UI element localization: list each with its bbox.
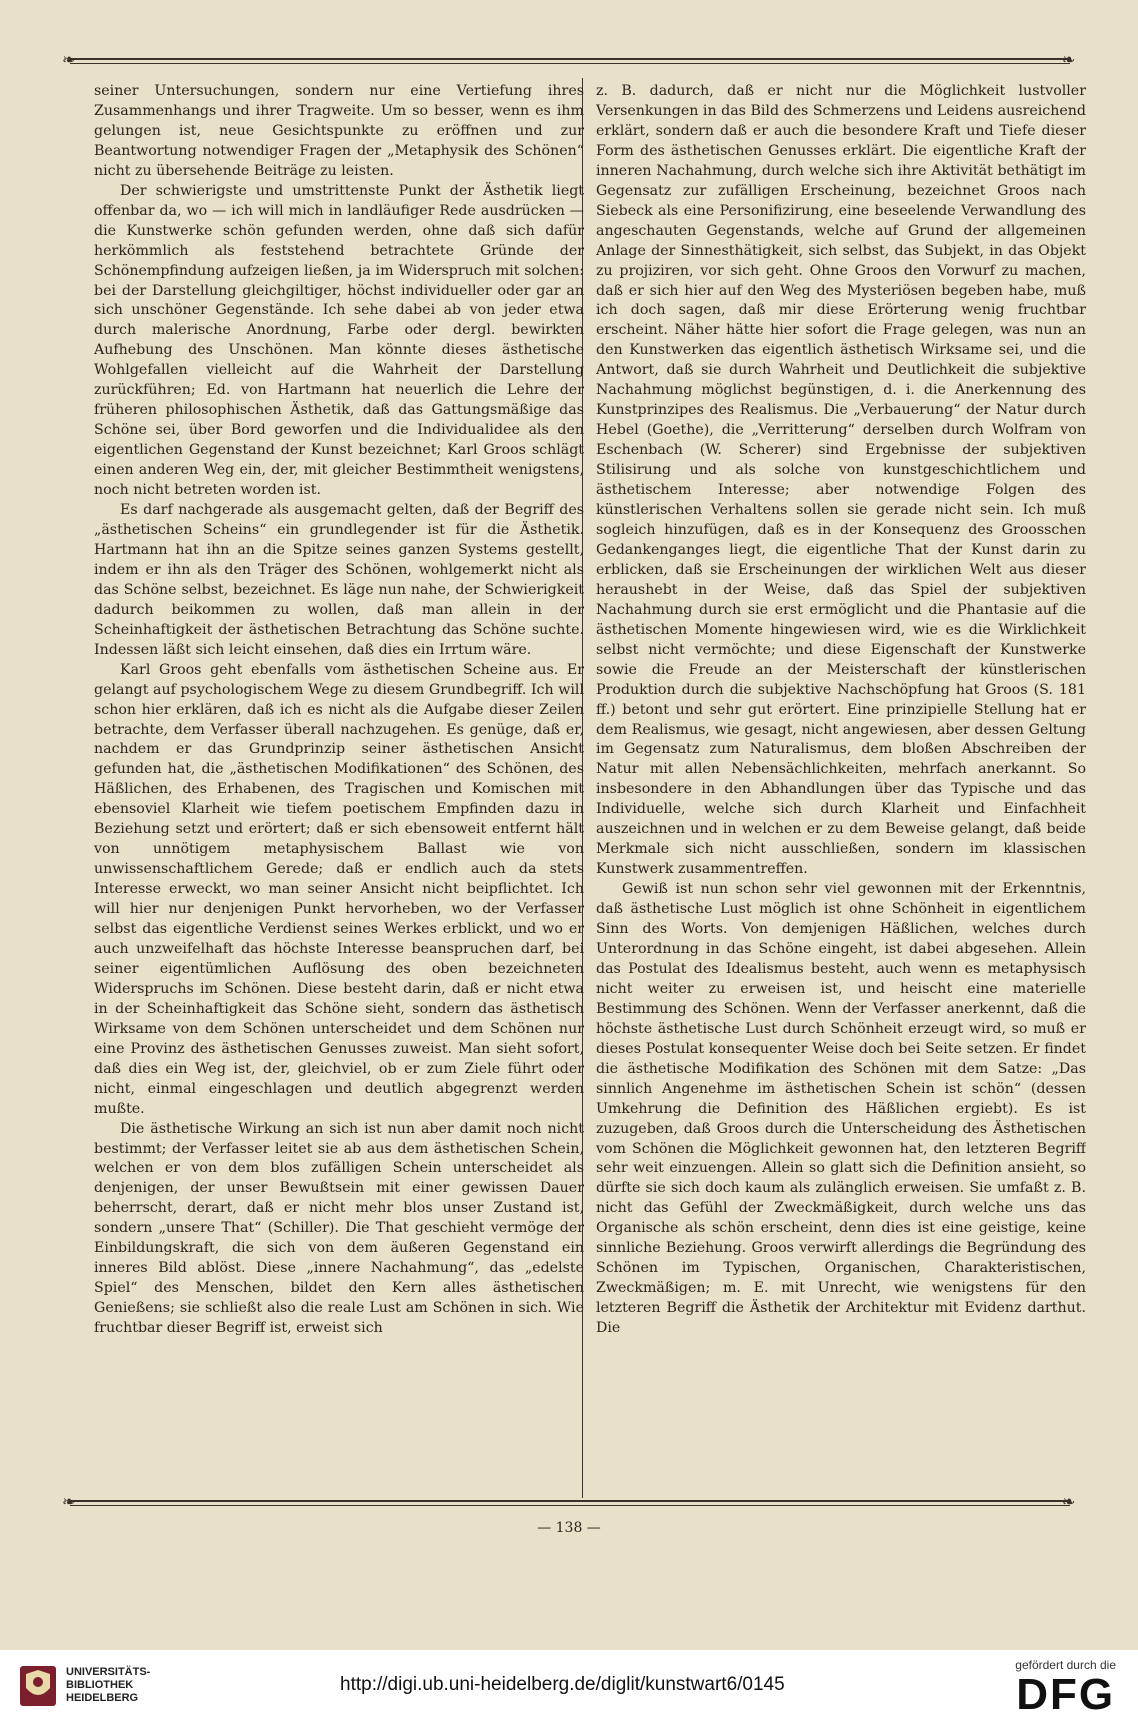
dfg-logo: DFG xyxy=(1016,1670,1116,1719)
right-column xyxy=(596,82,1086,1492)
top-rule-thin xyxy=(70,63,1070,64)
bottom-rule-thin xyxy=(70,1505,1070,1506)
university-name-line-2: BIBLIOTHEK xyxy=(66,1679,134,1691)
ornament-bottom-right-icon: ❧ xyxy=(1062,1492,1076,1511)
sponsor-text: gefördert durch die xyxy=(1015,1658,1116,1672)
sponsor-block xyxy=(1015,1658,1116,1718)
ornament-bottom-left-icon: ❧ xyxy=(62,1492,76,1511)
paragraph: seiner Untersuchungen, sondern nur eine Vertiefung ihres Zusammenhangs und ihrer Tragweite. Um so besser, wenn es ihm gelungen ist, neue Gesichtspunkte zu eröffnen und zur Beantwortung notwendiger Fragen der „Metaphysik des Schönen“ nicht zu übersehende Beiträge zu leisten. xyxy=(94,83,584,179)
ornament-top-right-icon: ❧ xyxy=(1062,50,1076,69)
paragraph: Gewiß ist nun schon sehr viel gewonnen mit der Erkenntnis, daß ästhetische Lust möglich ist ohne Schönheit in eigentlichem Sinn des Worts. Von demjenigen Häßlichen, welches durch Unterordnung in das Schöne eingeht, ist dabei abgesehen. Allein das Postulat des Idealismus besteht, auch wenn es metaphysisch nicht weiter zu erweisen ist, und heischt eine materielle Bestimmung des Schönen. Wenn der Verfasser anerkennt, daß die höchste ästhetische Lust durch Schönheit erzeugt wird, so muß er dieses Postulat konsequenter Weise doch bei Seite setzen. Er findet die ästhetische Modifikation des Schönen mit dem Satze: „Das sinnlich Angenehme im ästhetischen Schein ist schön“ (dessen Umkehrung die Definition des Häßlichen ergiebt). Es ist zuzugeben, daß Groos durch die Unterscheidung des Ästhetischen vom Schönen die Möglichkeit gewonnen hat, den letzteren Begriff sehr weit einzuengen. Allein so glatt sich die Definition ansieht, so dürfte sie sich doch kaum als zulänglich erweisen. Sie umfaßt z. B. nicht das Gefühl der Zweckmäßigkeit, durch welche uns das Organische als schön erscheint, denn dies ist eine geistige, keine sinnliche Beziehung. Groos verwirft allerdings die Begründung des Schönen im Typischen, Organischen, Charakteristischen, Zweckmäßigen; m. E. mit Unrecht, wie wenigstens für den letzteren Begriff die Ästhetik der Architektur mit Evidenz darthut. Die xyxy=(596,881,1086,1337)
page-number: — 138 — xyxy=(537,1520,601,1536)
paragraph: Der schwierigste und umstrittenste Punkt der Ästhetik liegt offenbar da, wo — ich will mich in landläufiger Rede ausdrücken — die Kunstwerke schön gefunden werden, ohne daß sich dafür herkömmlich als feststehend betrachtete Gründe der Schönempfindung aufzeigen ließen, ja im Widerspruch mit solchen: bei der Darstellung gleichgiltiger, höchst individueller oder gar an sich unschöner Gegenstände. Ich sehe dabei ab von jeder etwa durch malerische Anordnung, Farbe oder dergl. bewirkten Aufhebung des Unschönen. Man könnte dieses ästhetische Wohlgefallen vielleicht auf die Wahrheit der Darstellung zurückführen; Ed. von Hartmann hat neuerlich die Lehre der früheren philosophischen Ästhetik, daß das Gattungsmäßige das Schöne sei, über Bord geworfen und die Individualidee als den eigentlichen Gegenstand der Kunst bezeichnet; Karl Groos schlägt einen anderen Weg ein, der, mit gleicher Bestimmtheit wenigstens, noch nicht betreten worden ist. xyxy=(94,182,584,499)
ornament-top-left-icon: ❧ xyxy=(62,50,76,69)
bottom-rule xyxy=(70,1500,1070,1502)
left-column xyxy=(94,82,584,1492)
university-name xyxy=(66,1666,150,1705)
viewer-footer xyxy=(0,1650,1138,1732)
paragraph: Karl Groos geht ebenfalls vom ästhetischen Scheine aus. Er gelangt auf psychologischem Wege zu diesem Grundbegriff. Ich will schon hier erklären, daß ich es nicht als die Aufgabe dieser Zeilen betrachte, dem Verfasser überall nachzugehen. Es genüge, daß er, nachdem er das Grundprinzip seiner ästhetischen Ansicht gefunden hat, die „ästhetischen Modifikationen“ des Schönen, des Häßlichen, des Erhabenen, des Tragischen und Komischen mit ebensoviel Klarheit wie tiefem poetischem Empfinden dazu in Beziehung setzt und erörtert; daß er sich ebensoweit entfernt hält von unnötigem metaphysischem Ballast wie von unwissenschaftlichem Gerede; daß er endlich auch da stets Interesse erweckt, wo man seiner Ansicht nicht beipflichtet. Ich will hier nur denjenigen Punkt hervorheben, wo der Verfasser selbst das eigentliche Verdienst seines Werkes erblickt, und wo er auch unzweifelhaft das höchste Interesse beanspruchen darf, bei seiner eigentümlichen Auflösung des oben bezeichneten Widerspruchs im Schönen. Diese besteht darin, daß er nicht etwa in der Scheinhaftigkeit das Schöne sieht, sondern das ästhetisch Wirksame von dem Schönen unterscheidet und dem Schönen nur eine Provinz des ästhetischen Genusses zuweist. Man sieht sofort, daß dies ein Weg ist, der, gleichviel, ob er zum Ziele führt oder nicht, einmal eingeschlagen und deutlich abgegrenzt werden mußte. xyxy=(94,661,584,1117)
top-rule xyxy=(70,58,1070,60)
paragraph: Es darf nachgerade als ausgemacht gelten, daß der Begriff des „ästhetischen Scheins“ ein grundlegender ist für die Ästhetik. Hartmann hat ihn an die Spitze seines ganzen Systems gestellt, indem er ihn als den Träger des Schönen, wohlgemerkt nicht als das Schöne selbst, bezeichnet. Es läge nun nahe, der Schwierigkeit dadurch beikommen zu wollen, daß man allein in der Scheinhaftigkeit der ästhetischen Betrachtung das Schöne suchte. Indessen läßt sich leicht einsehen, daß dies ein Irrtum wäre. xyxy=(94,502,584,658)
university-name-line-3: HEIDELBERG xyxy=(66,1692,139,1704)
paragraph: z. B. dadurch, daß er nicht nur die Möglichkeit lustvoller Versenkungen in das Bild des Schmerzens und Leidens ausreichend erklärt, sondern daß er auch die besondere Kraft und Tiefe dieser Form des ästhetischen Genusses erklärt. Die eigentliche Kraft der inneren Nachahmung, durch welche sich ihre Aktivität bethätigt im Gegensatz zur zufälligen Erscheinung, bezeichnet Groos nach Siebeck als eine Personifizirung, eine beseelende Verwandlung des angeschauten Gegenstands, welche auf Grund der allgemeinen Anlage der Sinnesthätigkeit, sich selbst, das Subjekt, in das Objekt zu projiziren, vor sich geht. Ohne Groos den Vorwurf zu machen, daß er sich hier auf den Weg des Mysteriösen begeben habe, muß ich doch sagen, daß mir diese Erörterung wenig fruchtbar erscheint. Näher hätte hier sofort die Frage gelegen, was nun an den Kunstwerken das eigentlich ästhetisch Wirksame sei, und die Antwort, daß sie durch Wahrheit und Deutlichkeit die subjektive Nachahmung möglichst begünstigen, d. i. die Anerkennung des Kunstprinzipes des Realismus. Die „Verbauerung“ der Natur durch Hebel (Goethe), die „Verritterung“ derselben durch Wolfram von Eschenbach (W. Scherer) sind Ergebnisse der subjektiven Stilisirung und als solche von kunstgeschichtlichem und ästhetischem Interesse; aber notwendige Folgen des künstlerischen Verhaltens sollen sie gerade nicht sein. Ich muß sogleich hinzufügen, daß es in der Konsequenz des Groosschen Gedankenganges liegt, die eigentliche That der Kunst darin zu erblicken, daß sie Erscheinungen der wirklichen Welt aus dieser heraushebt in der Weise, daß das Spiel der subjektiven Nachahmung durch sie erst ermöglicht und die Phantasie auf die ästhetischen Momente hingewiesen wird, wie es die Wirklichkeit selbst nicht vermöchte; und diese Eigenschaft der Kunstwerke sowie die Freude an der Meisterschaft der künstlerischen Produktion durch die subjektive Nachschöpfung hat Groos (S. 181 ff.) betont und sehr gut erörtert. Eine prinzipielle Stellung hat er dem Realismus, wie gesagt, nicht angewiesen, aber dessen Geltung im Gegensatz zum Naturalismus, dem bloßen Abschreiben der Natur mit allen Nebensächlichkeiten, mehrfach anerkannt. So insbesondere in den Abhandlungen über das Typische und das Individuelle, welche sich durch Klarheit und Einfachheit auszeichnen und in welchen er zu dem Beweise gelangt, daß beide Merkmale sich nicht ausschließen, sondern im klassischen Kunstwerk zusammentreffen. xyxy=(596,83,1086,878)
university-seal-icon xyxy=(18,1664,58,1708)
university-name-line-1: UNIVERSITÄTS- xyxy=(66,1666,151,1678)
paragraph: Die ästhetische Wirkung an sich ist nun aber damit noch nicht bestimmt; der Verfasser leitet sie ab aus dem ästhetischen Schein, welchen er von dem blos zufälligen Schein unterscheidet als denjenigen, der unser Bewußtsein mit einer gewissen Dauer beherrscht, derart, daß er nicht mehr blos unser Zustand ist, sondern „unsere That“ (Schiller). Die That geschieht vermöge der Einbildungskraft, die sich von dem äußeren Gegenstand ein inneres Bild ablöst. Diese „innere Nachahmung“, das „edelste Spiel“ des Menschen, bildet den Kern alles ästhetischen Genießens; sie schließt also die reale Lust am Schönen in sich. Wie fruchtbar dieser Begriff ist, erweist sich xyxy=(94,1120,584,1337)
permalink-url[interactable]: http://digi.ub.uni-heidelberg.de/diglit/kunstwart6/0145 xyxy=(340,1674,785,1695)
